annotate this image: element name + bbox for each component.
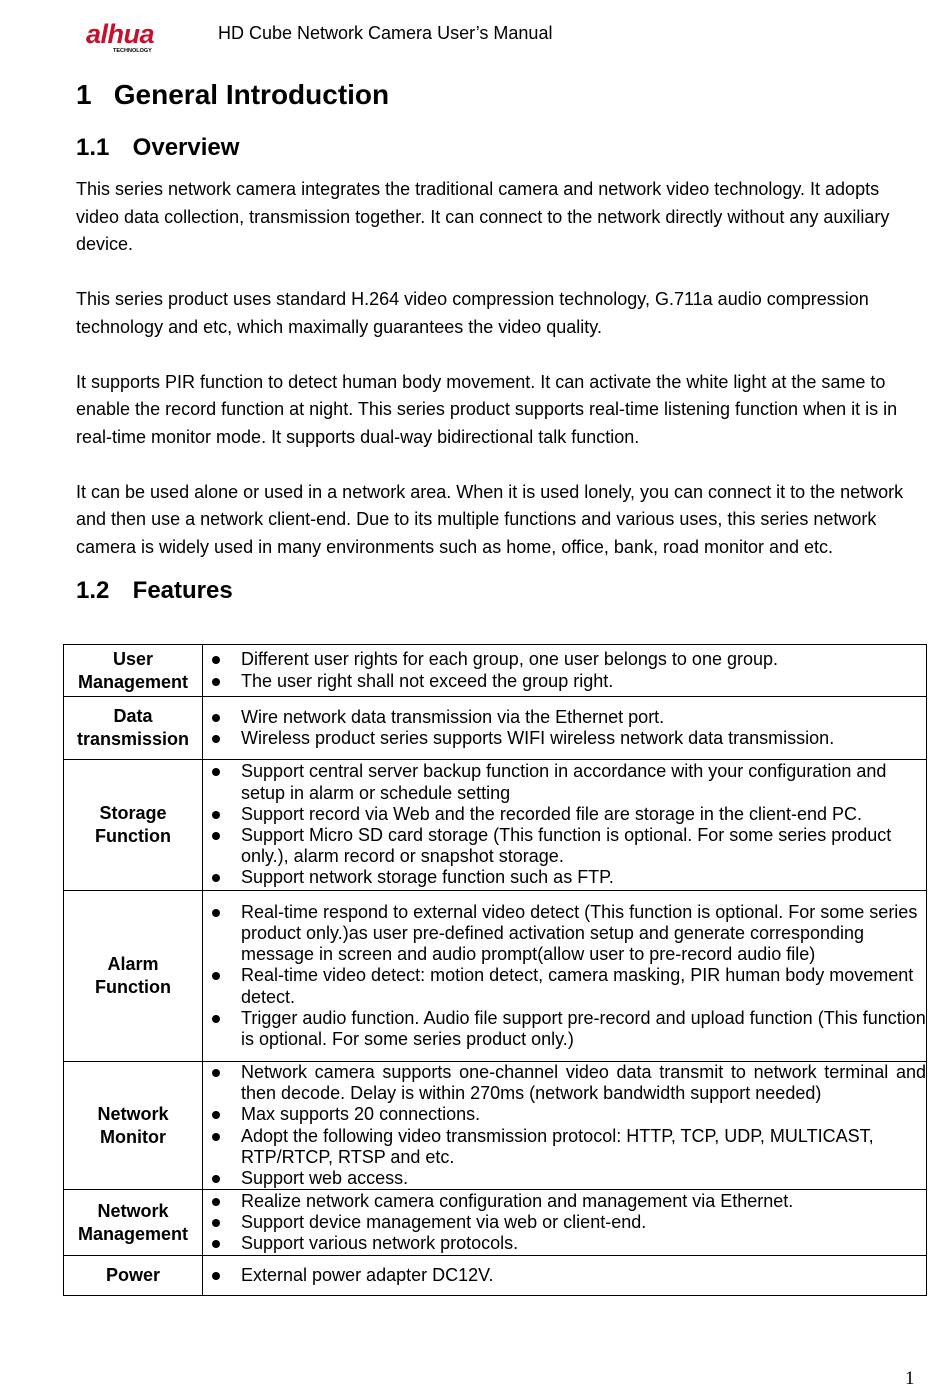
- feature-list: [203, 707, 926, 749]
- feature-item-text: Support device management via web or client-end.: [241, 1212, 647, 1233]
- feature-category-line: Function: [95, 826, 171, 846]
- feature-category-line: Power: [105, 1265, 161, 1286]
- chapter-title: General Introduction: [113, 79, 390, 110]
- feature-category-line: Network: [97, 1103, 169, 1124]
- feature-details: [203, 1062, 927, 1190]
- feature-category-line: Data: [113, 706, 153, 726]
- feature-details: [203, 1190, 927, 1256]
- overview-paragraph: This series network camera integrates the traditional camera and network video technology. It adopts video data collection, transmission together. It can connect to the network directly without any auxiliary device.: [76, 179, 890, 254]
- feature-category: [64, 891, 203, 1062]
- feature-list-item: [203, 804, 926, 825]
- feature-row: [64, 1256, 927, 1296]
- bullet-icon: [212, 1015, 220, 1023]
- feature-item-text: Realize network camera configuration and management via Ethernet.: [241, 1190, 794, 1211]
- bullet-icon: [212, 678, 220, 686]
- bullet-icon: [212, 1175, 220, 1183]
- bullet-icon: [212, 735, 220, 743]
- overview-body: [76, 176, 926, 561]
- feature-list: [203, 902, 926, 1050]
- feature-details: [203, 1256, 927, 1296]
- feature-category: [64, 1190, 203, 1256]
- feature-category-line: Management: [77, 1223, 189, 1244]
- feature-item-text: Support record via Web and the recorded file are storage in the client-end PC.: [241, 803, 863, 824]
- feature-list: [203, 649, 926, 691]
- bullet-icon: [212, 811, 220, 819]
- feature-item-text: Support Micro SD card storage (This function is optional. For some series product only.), alarm record or snapshot storage.: [241, 825, 892, 867]
- features-heading: [76, 575, 926, 607]
- feature-details: [203, 697, 927, 760]
- feature-item-text: Adopt the following video transmission protocol: HTTP, TCP, UDP, MULTICAST, RTP/RTCP, RTSP and etc.: [241, 1125, 874, 1167]
- feature-row: [64, 1062, 927, 1190]
- feature-list-item: [203, 1168, 926, 1189]
- feature-category-line: Monitor: [100, 1126, 166, 1147]
- feature-row: [64, 891, 927, 1062]
- feature-list-item: [203, 825, 926, 867]
- feature-category: [64, 1256, 203, 1296]
- feature-category: [64, 1062, 203, 1190]
- chapter-number: 1: [76, 79, 92, 110]
- feature-row: [64, 697, 927, 760]
- overview-paragraph: It can be used alone or used in a network area. When it is used lonely, you can connect it to the network and then use a network client-end. Due to its multiple functions and various uses, this series network camera is widely used in many environments such as home, office, bank, road monitor and etc.: [76, 481, 904, 557]
- features-table: [63, 644, 927, 1296]
- feature-details: [203, 760, 927, 891]
- bullet-icon: [212, 1219, 220, 1227]
- feature-row: [64, 645, 927, 697]
- feature-details: [203, 891, 927, 1062]
- logo-text: alhua: [86, 19, 155, 49]
- logo-subtext: TECHNOLOGY: [113, 48, 152, 54]
- features-number: 1.2: [76, 577, 110, 604]
- feature-category-line: Function: [95, 977, 171, 997]
- page-header: [86, 18, 886, 54]
- feature-list-item: [203, 867, 926, 888]
- feature-list-item: [203, 707, 926, 728]
- feature-category-line: Alarm: [107, 954, 159, 974]
- feature-category: [64, 697, 203, 760]
- bullet-icon: [212, 714, 220, 722]
- bullet-icon: [212, 832, 220, 840]
- feature-item-text: Support network storage function such as FTP.: [241, 867, 614, 888]
- overview-title: Overview: [132, 134, 240, 161]
- bullet-icon: [212, 1240, 220, 1248]
- feature-item-text: Different user rights for each group, one user belongs to one group.: [241, 649, 779, 670]
- page-number: 1: [905, 1368, 915, 1389]
- feature-list-item: [203, 965, 926, 1007]
- feature-list-item: [203, 671, 926, 692]
- main-content: [76, 76, 926, 607]
- chapter-heading: [76, 76, 926, 114]
- feature-item-text: Real-time respond to external video detect (This function is optional. For some series product only.)as user pre-defined activation setup and generate corresponding message in screen and audio prompt(allow user to pre-record audio file): [241, 901, 918, 965]
- bullet-icon: [212, 1272, 220, 1280]
- features-title: Features: [132, 577, 233, 604]
- feature-list-item: [203, 1104, 926, 1125]
- feature-item-text: The user right shall not exceed the group right.: [241, 670, 614, 691]
- feature-item-text: Wire network data transmission via the Ethernet port.: [241, 706, 665, 727]
- feature-item-text: Wireless product series supports WIFI wireless network data transmission.: [241, 728, 835, 748]
- feature-list-item: [203, 1062, 926, 1104]
- bullet-icon: [212, 1133, 220, 1141]
- feature-item-text: External power adapter DC12V.: [241, 1265, 494, 1286]
- bullet-icon: [212, 1111, 220, 1119]
- bullet-icon: [212, 768, 220, 776]
- feature-list: [203, 1265, 926, 1286]
- feature-list-item: [203, 728, 926, 749]
- feature-category-line: Storage: [99, 803, 167, 823]
- feature-item-text: Max supports 20 connections.: [241, 1104, 481, 1125]
- feature-item-text: Network camera supports one-channel video data transmit to network terminal and then decode. Delay is within 270ms (network bandwidth support needed): [241, 1062, 926, 1104]
- overview-number: 1.1: [76, 134, 110, 161]
- manual-title: HD Cube Network Camera User’s Manual: [218, 23, 553, 43]
- overview-paragraph: This series product uses standard H.264 video compression technology, G.711a audio compression technology and etc, which maximally guarantees the video quality.: [76, 289, 869, 337]
- overview-paragraph: It supports PIR function to detect human body movement. It can activate the white light at the same to enable the record function at night. This series product supports real-time listening function when it is in real-time monitor mode. It supports dual-way bidirectional talk function.: [76, 371, 898, 447]
- feature-list: [203, 1062, 926, 1189]
- feature-list-item: [203, 761, 926, 803]
- feature-item-text: Support central server backup function in accordance with your configuration and setup in alarm or schedule setting: [241, 761, 887, 803]
- feature-list-item: [203, 902, 926, 966]
- feature-list-item: [203, 1212, 926, 1233]
- feature-category-line: transmission: [76, 729, 190, 749]
- feature-list: [203, 1191, 926, 1255]
- feature-list-item: [203, 649, 926, 670]
- bullet-icon: [212, 972, 220, 980]
- feature-list: [203, 761, 926, 888]
- feature-item-text: Support various network protocols.: [241, 1233, 519, 1254]
- feature-list-item: [203, 1126, 926, 1168]
- feature-category-line: Management: [77, 671, 189, 692]
- bullet-icon: [212, 909, 220, 917]
- feature-list-item: [203, 1233, 926, 1254]
- bullet-icon: [212, 656, 220, 664]
- feature-row: [64, 760, 927, 891]
- feature-category: [64, 760, 203, 891]
- feature-row: [64, 1190, 927, 1256]
- feature-category-line: User: [112, 648, 154, 669]
- feature-item-text: Support web access.: [241, 1168, 409, 1189]
- feature-list-item: [203, 1191, 926, 1212]
- bullet-icon: [212, 1069, 220, 1077]
- bullet-icon: [212, 874, 220, 882]
- overview-heading: [76, 132, 926, 164]
- feature-details: [203, 645, 927, 697]
- bullet-icon: [212, 1198, 220, 1206]
- feature-category: [64, 645, 203, 697]
- feature-item-text: Real-time video detect: motion detect, camera masking, PIR human body movement detect.: [241, 965, 914, 1007]
- feature-list-item: [203, 1265, 926, 1286]
- features-table-body: [64, 645, 927, 1296]
- dahua-logo: [86, 18, 190, 54]
- feature-item-text: Trigger audio function. Audio file support pre-record and upload function (This function is optional. For some series product only.): [241, 1007, 926, 1049]
- feature-list-item: [203, 1008, 926, 1050]
- feature-category-line: Network: [97, 1200, 169, 1221]
